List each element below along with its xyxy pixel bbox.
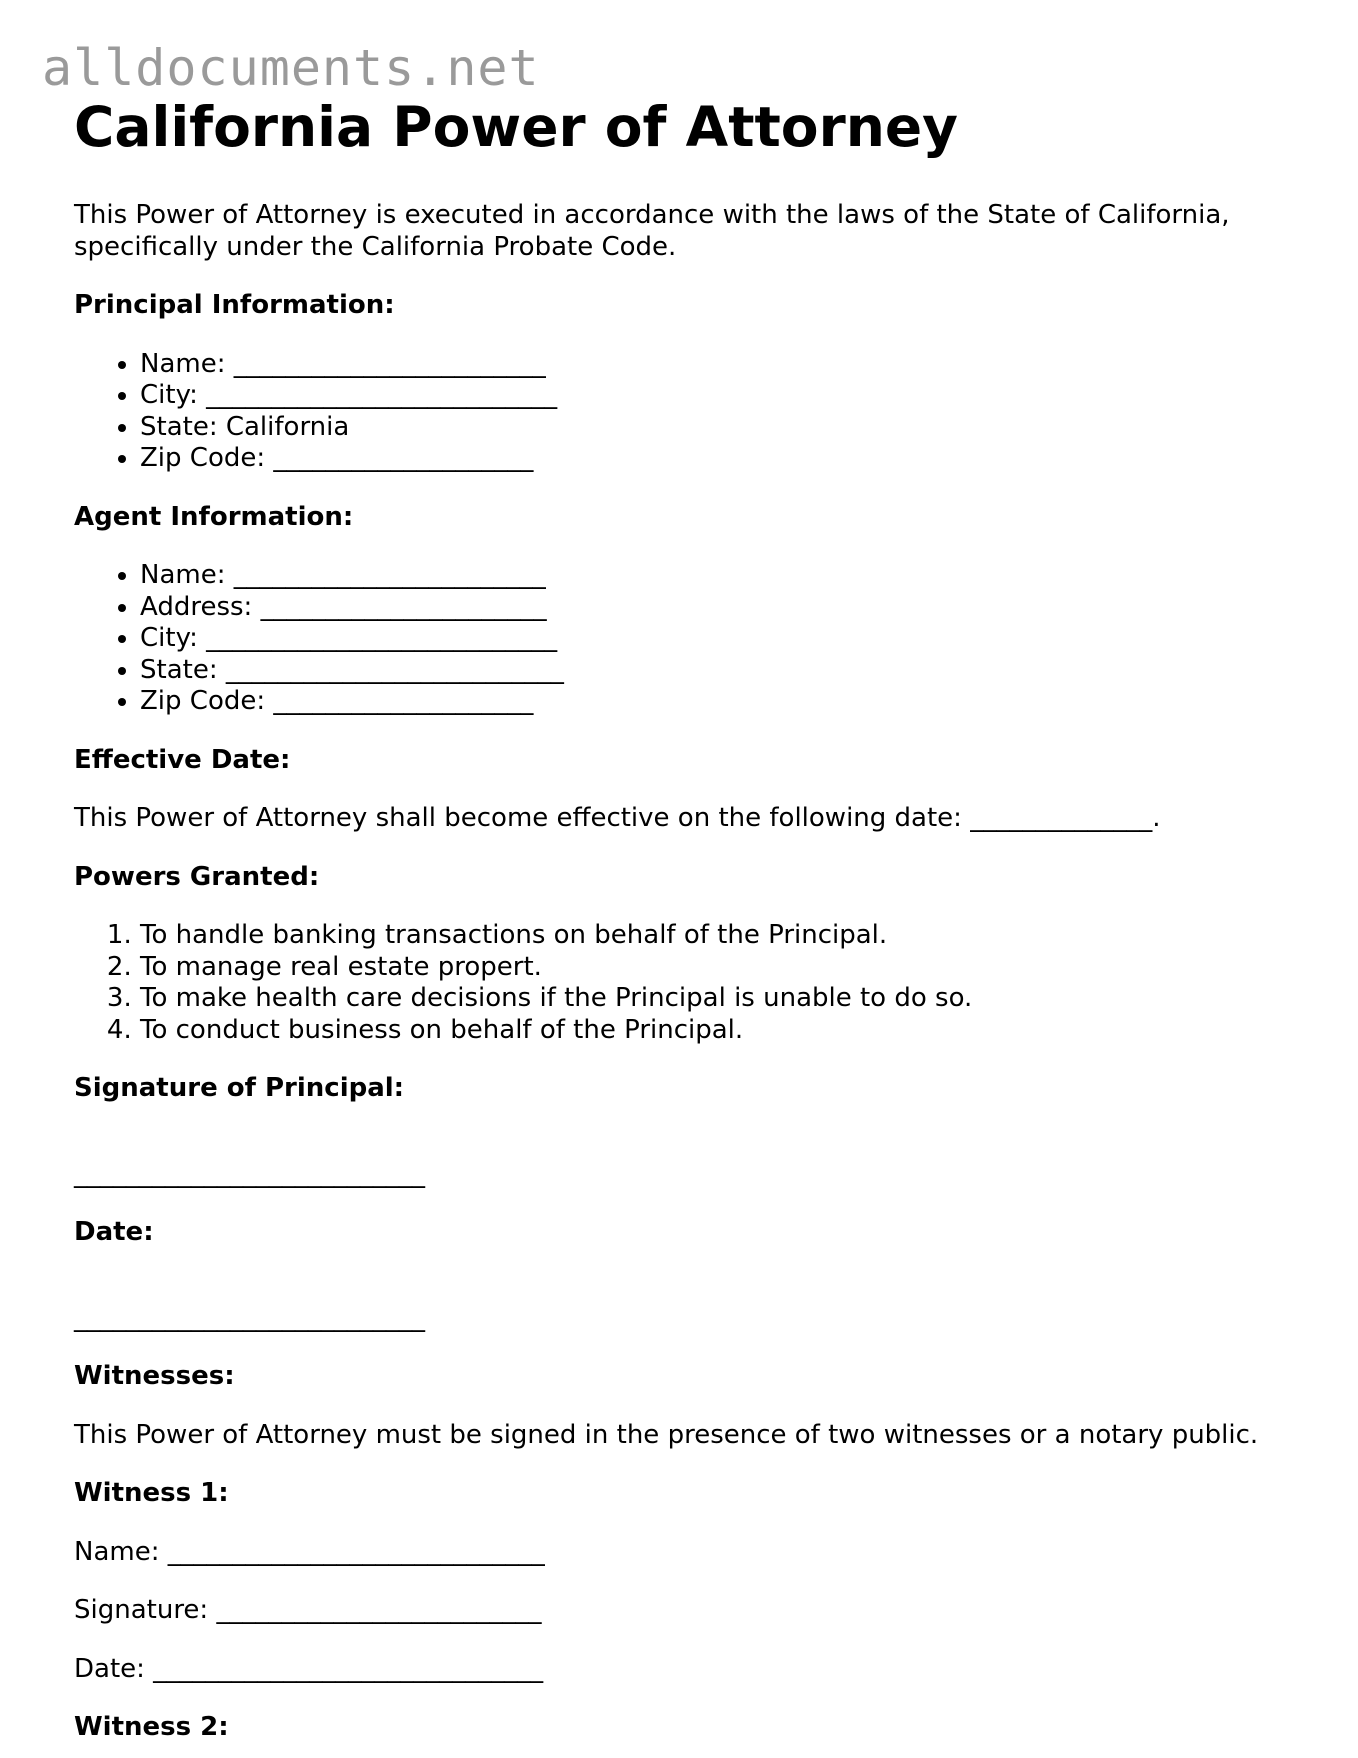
power-item-banking: 1. To handle banking transactions on behalf of the Principal. [140, 920, 1314, 952]
principal-signature-heading: Signature of Principal: [74, 1073, 405, 1103]
principal-signature-line: ___________________________ [74, 1158, 425, 1189]
powers-list [74, 920, 1314, 1046]
witness-1-name-field: Name: _____________________________ [74, 1536, 545, 1567]
document-body [74, 92, 1314, 1744]
agent-name-field: • Name: ________________________ [140, 560, 1314, 592]
witness-1-signature-field: Signature: _________________________ [74, 1595, 542, 1625]
effective-date-text: This Power of Attorney shall become effective on the following date: ______________. [74, 803, 1161, 833]
agent-address-field: • Address: ______________________ [140, 592, 1314, 624]
power-item-health-care: 3. To make health care decisions if the Principal is unable to do so. [140, 983, 1314, 1015]
watermark-logo: alldocuments.net [42, 39, 540, 97]
agent-heading: Agent Information: [74, 501, 354, 532]
witness-1-date-field: Date: ______________________________ [74, 1653, 544, 1684]
principal-zip-field: • Zip Code: ____________________ [140, 443, 1314, 475]
principal-city-field: • City: ___________________________ [140, 380, 1314, 412]
power-item-business: 4. To conduct business on behalf of the Principal. [140, 1015, 1314, 1047]
date-line: ___________________________ [74, 1302, 425, 1333]
agent-state-field: • State: __________________________ [140, 655, 1314, 687]
agent-zip-field: • Zip Code: ____________________ [140, 686, 1314, 718]
witnesses-heading: Witnesses: [74, 1361, 235, 1391]
witnesses-text: This Power of Attorney must be signed in the presence of two witnesses or a notary public. [74, 1419, 1259, 1450]
intro-paragraph: This Power of Attorney is executed in accordance with the laws of the State of California, specifically under the California Probate Code. [74, 200, 1230, 262]
principal-state-field: • State: California [140, 412, 1314, 444]
effective-date-heading: Effective Date: [74, 744, 291, 775]
agent-city-field: • City: ___________________________ [140, 623, 1314, 655]
power-item-real-estate: 2. To manage real estate propert. [140, 952, 1314, 984]
witness-2-heading: Witness 2: [74, 1712, 229, 1742]
agent-fields-list [74, 560, 1314, 718]
witness-1-heading: Witness 1: [74, 1478, 229, 1508]
date-heading: Date: [74, 1217, 154, 1247]
principal-heading: Principal Information: [74, 290, 395, 320]
page-title: California Power of Attorney [74, 95, 959, 159]
principal-fields-list [74, 349, 1314, 475]
powers-heading: Powers Granted: [74, 861, 320, 892]
principal-name-field: • Name: ________________________ [140, 349, 1314, 381]
